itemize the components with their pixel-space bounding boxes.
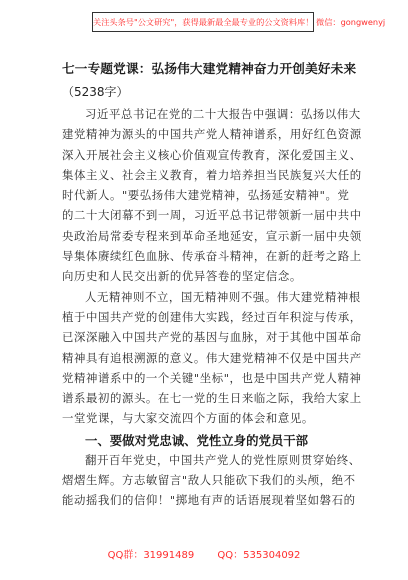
qq-group-text: QQ群：31991489	[107, 550, 195, 561]
paragraph-2	[62, 287, 362, 429]
paragraph-line: 央政治局常委专程来到革命圣地延安，宣示新一届中央领	[62, 228, 362, 243]
paragraph-line: 习近平总书记在党的二十大报告中强调：弘扬以伟大	[85, 107, 361, 121]
promo-banner: 关注头条号"公文研究"，获得最新最全最专业的公文资料库！ 微信：gongwenyj	[92, 12, 314, 32]
paragraph-line: 熠熠生辉。方志敏留言"敌人只能砍下我们的头颅，绝不	[62, 473, 356, 488]
paragraph-1	[62, 104, 362, 287]
qq-contact-text: QQ：535304092	[217, 550, 301, 561]
paragraph-line: 能动摇我们的信仰！"掷地有声的话语展现着坚如磐石的	[62, 493, 356, 508]
word-count: （5238字）	[62, 85, 129, 99]
paragraph-line: 人无精神则不立，国无精神则不强。伟大建党精神根	[85, 289, 361, 304]
document-title: 七一专题党课：弘扬伟大建党精神奋力开创美好未来	[62, 61, 357, 76]
paragraph-line: 精神具有追根溯源的意义。伟大建党精神不仅是中国共产	[62, 350, 362, 365]
paragraph-line: 导集体赓续红色血脉、传承奋斗精神，在新的赶考之路上	[62, 249, 362, 264]
paragraph-line: 谱系最初的源头。在七一党的生日来临之际，我给大家上	[62, 391, 362, 406]
paragraph-line: 时代新人。"要弘扬伟大建党精神，弘扬延安精神"。党	[62, 188, 350, 203]
page-footer	[0, 546, 408, 561]
paragraph-line: 植于中国共产党的创建伟大实践，经过百年积淀与传承，	[62, 309, 362, 324]
section-heading: 一、要做对党忠诚、党性立身的党员干部	[85, 432, 309, 448]
paragraph-line: 一堂党课，与大家交流四个方面的体会和意见。	[62, 411, 314, 426]
paragraph-line: 党精神谱系中的一个关键"坐标"，也是中国共产党人精神	[62, 370, 362, 385]
document-body	[62, 58, 362, 511]
paragraph-3	[62, 450, 362, 511]
paragraph-line: 深入开展社会主义核心价值观宣传教育，深化爱国主义、	[62, 147, 362, 162]
paragraph-line: 翻开百年党史，中国共产党人的党性原则贯穿始终、	[85, 452, 361, 467]
paragraph-line: 已深深融入中国共产党的基因与血脉，对于其他中国革命	[62, 330, 362, 345]
paragraph-line: 向历史和人民交出新的优异答卷的坚定信念。	[62, 269, 302, 284]
paragraph-line: 建党精神为源头的中国共产党人精神谱系，用好红色资源	[62, 127, 362, 142]
paragraph-line: 的二十大闭幕不到一周，习近平总书记带领新一届中共中	[62, 208, 362, 223]
paragraph-line: 集体主义、社会主义教育，着力培养担当民族复兴大任的	[62, 167, 362, 182]
